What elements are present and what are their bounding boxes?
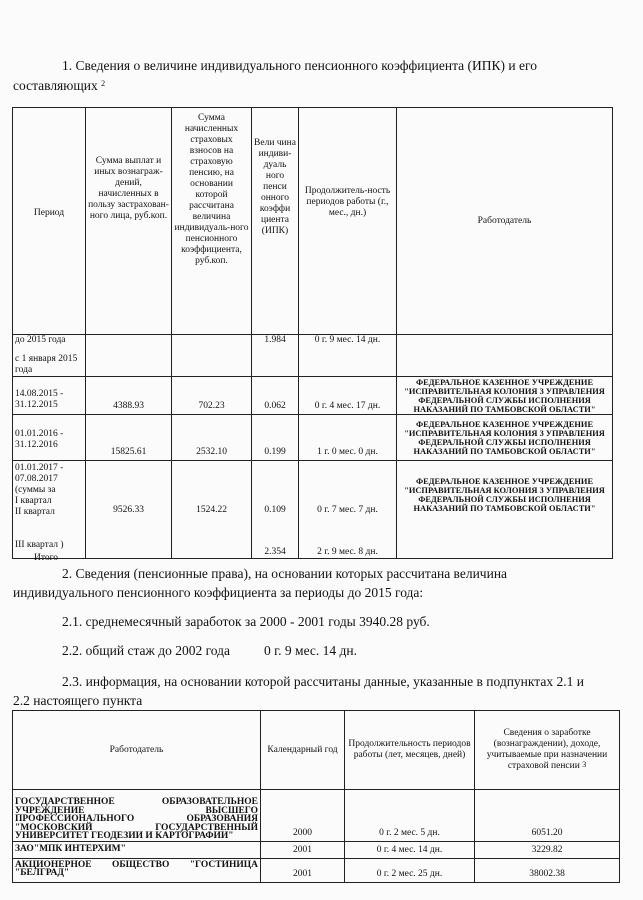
cell-payments: 9526.33 bbox=[86, 461, 172, 559]
section2-3-line2: 2.2 настоящего пункта bbox=[13, 693, 143, 708]
cell-duration: 0 г. 4 мес. 14 дн. bbox=[345, 841, 475, 858]
table-row bbox=[13, 711, 620, 790]
table-row bbox=[13, 461, 613, 559]
cell-earnings: 3229.82 bbox=[475, 841, 620, 858]
col-header-ipk: Вели чина индиви-дуаль ного пенси онного коэффи циента (ИПК) bbox=[252, 108, 299, 335]
col-header-period: Период bbox=[13, 108, 86, 335]
cell-employer: ФЕДЕРАЛЬНОЕ КАЗЕННОЕ УЧРЕЖДЕНИЕ "ИСПРАВИТЕЛЬНАЯ КОЛОНИЯ 3 УПРАВЛЕНИЯ ФЕДЕРАЛЬНОЙ СЛУЖБЫ ИСПОЛНЕНИЯ НАКАЗАНИЙ ПО ТАМБОВСКОЙ ОБЛАСТИ" bbox=[397, 415, 613, 461]
cell-period: 01.01.2016 - 31.12.2016 bbox=[13, 415, 86, 461]
cell-contributions: 1524.22 bbox=[172, 461, 252, 559]
cell-payments: 15825.61 bbox=[86, 415, 172, 461]
total-duration: 2 г. 9 мес. 8 дн. bbox=[317, 547, 378, 557]
cell-duration: 0 г. 9 мес. 14 дн. bbox=[299, 335, 397, 377]
cell-year: 2001 bbox=[261, 858, 345, 882]
cell-employer: ФЕДЕРАЛЬНОЕ КАЗЕННОЕ УЧРЕЖДЕНИЕ "ИСПРАВИТЕЛЬНАЯ КОЛОНИЯ 3 УПРАВЛЕНИЯ ФЕДЕРАЛЬНОЙ СЛУЖБЫ ИСПОЛНЕНИЯ НАКАЗАНИЙ ПО ТАМБОВСКОЙ ОБЛАСТИ" bbox=[397, 461, 613, 559]
section2-line1: 2. Сведения (пенсионные права), на основании которых рассчитана величина bbox=[62, 566, 508, 581]
cell-duration: 0 г. 7 мес. 7 дн. 2 г. 9 мес. 8 дн. bbox=[299, 461, 397, 559]
cell-contributions: 702.23 bbox=[172, 377, 252, 415]
section1-heading-line1: 1. Сведения о величине индивидуального пенсионного коэффициента (ИПК) и его bbox=[62, 58, 537, 73]
col-header-duration: Продолжитель-ность периодов работы (г., мес., дн.) bbox=[299, 108, 397, 335]
cell-empty bbox=[397, 335, 613, 377]
table-row bbox=[13, 858, 620, 882]
cell-ipk: 1.984 bbox=[252, 335, 299, 377]
section2-line2: индивидуального пенсионного коэффициента за периоды до 2015 года: bbox=[13, 585, 424, 600]
table-row bbox=[13, 335, 613, 377]
earnings-table bbox=[12, 710, 620, 883]
table-row bbox=[13, 415, 613, 461]
cell-duration: 0 г. 4 мес. 17 дн. bbox=[299, 377, 397, 415]
section2-3-line1: 2.3. информация, на основании которой рассчитаны данные, указанные в подпунктах 2.1 и bbox=[62, 674, 584, 689]
col-header-duration: Продолжительность периодов работы (лет, месяцев, дней) bbox=[345, 711, 475, 790]
section1-heading-line2: составляющих $^2$ bbox=[13, 78, 106, 93]
cell-period: 01.01.2017 - 07.08.2017 (суммы за I квартал II квартал III квартал ) bbox=[13, 461, 86, 559]
cell-empty bbox=[172, 335, 252, 377]
cell-employer: АКЦИОНЕРНОЕ ОБЩЕСТВО "ГОСТИНИЦА "БЕЛГРАД" bbox=[13, 858, 261, 882]
cell-employer: ГОСУДАРСТВЕННОЕ ОБРАЗОВАТЕЛЬНОЕ УЧРЕЖДЕНИЕ ВЫСШЕГО ПРОФЕССИОНАЛЬНОГО ОБРАЗОВАНИЯ "МОСКОВСКИЙ ГОСУДАРСТВЕННЫЙ УНИВЕРСИТЕТ ГЕОДЕЗИИ И КАРТОГРАФИИ" bbox=[13, 790, 261, 842]
table-row bbox=[13, 377, 613, 415]
table-row bbox=[13, 790, 620, 842]
ipk-table bbox=[12, 107, 613, 559]
col-header-employer: Работодатель bbox=[13, 711, 261, 790]
table-row bbox=[13, 841, 620, 858]
table-row bbox=[13, 108, 613, 335]
cell-employer: ФЕДЕРАЛЬНОЕ КАЗЕННОЕ УЧРЕЖДЕНИЕ "ИСПРАВИТЕЛЬНАЯ КОЛОНИЯ 3 УПРАВЛЕНИЯ ФЕДЕРАЛЬНОЙ СЛУЖБЫ ИСПОЛНЕНИЯ НАКАЗАНИЙ ПО ТАМБОВСКОЙ ОБЛАСТИ" bbox=[397, 377, 613, 415]
cell-year: 2000 bbox=[261, 790, 345, 842]
col-header-employer: Работодатель bbox=[397, 108, 613, 335]
cell-earnings: 6051.20 bbox=[475, 790, 620, 842]
footnote-mark: 2 bbox=[101, 79, 106, 88]
cell-period: до 2015 года с 1 января 2015 года bbox=[13, 335, 86, 377]
section2-2: 2.2. общий стаж до 2002 года 0 г. 9 мес. 14 дн. bbox=[62, 643, 357, 658]
cell-employer: ЗАО"МПК ИНТЕРХИМ" bbox=[13, 841, 261, 858]
cell-period: 14.08.2015 - 31.12.2015 bbox=[13, 377, 86, 415]
cell-duration: 0 г. 2 мес. 25 дн. bbox=[345, 858, 475, 882]
cell-empty bbox=[86, 335, 172, 377]
cell-ipk: 0.062 bbox=[252, 377, 299, 415]
cell-year: 2001 bbox=[261, 841, 345, 858]
col-header-year: Календарный год bbox=[261, 711, 345, 790]
section2-1: 2.1. среднемесячный заработок за 2000 - 2001 годы 3940.28 руб. bbox=[62, 614, 430, 629]
col-header-sum-contributions: Сумма начисленных страховых взносов на страховую пенсию, на основании которой рассчитана величина индивидуаль-ного пенсионного коэффициента, руб.коп. bbox=[172, 108, 252, 335]
cell-earnings: 38002.38 bbox=[475, 858, 620, 882]
cell-duration: 0 г. 2 мес. 5 дн. bbox=[345, 790, 475, 842]
cell-ipk: 0.109 2.354 bbox=[252, 461, 299, 559]
cell-payments: 4388.93 bbox=[86, 377, 172, 415]
col-header-sum-payments: Сумма выплат и иных вознаграж-дений, начисленных в пользу застрахован-ного лица, руб.коп. bbox=[86, 108, 172, 335]
cell-contributions: 2532.10 bbox=[172, 415, 252, 461]
cell-duration: 1 г. 0 мес. 0 дн. bbox=[299, 415, 397, 461]
total-ipk: 2.354 bbox=[264, 547, 286, 557]
total-label: Итого bbox=[34, 553, 59, 563]
col-header-earnings: Сведения о заработке (вознаграждении), доходе, учитываемые при назначении страховой пенсии $^3$ bbox=[475, 711, 620, 790]
cell-ipk: 0.199 bbox=[252, 415, 299, 461]
